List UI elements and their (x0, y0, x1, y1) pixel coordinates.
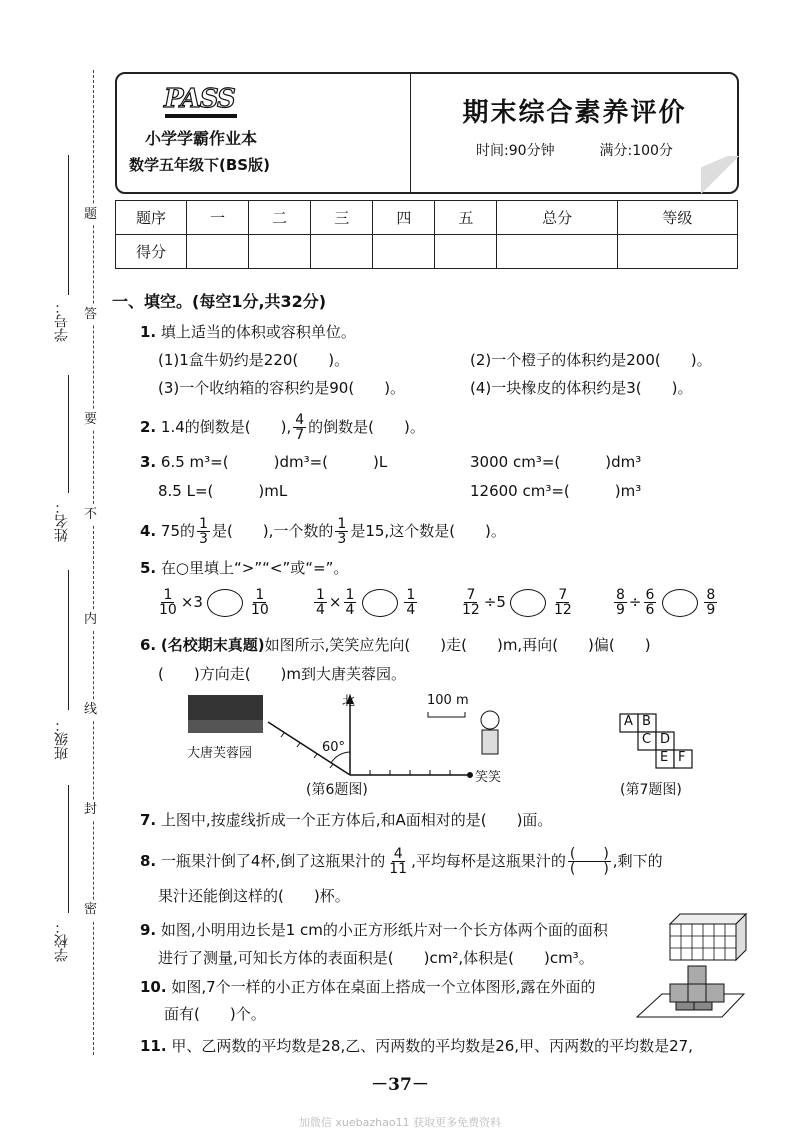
q9-cuboid-figure (668, 912, 748, 962)
question-tag: (名校期末真题) (160, 636, 265, 654)
fraction-blank[interactable]: $\frac{( )}{( )}$ (569, 846, 609, 877)
q1-item-a: (1)1盒牛奶约是220( )。 (158, 351, 350, 369)
binding-char: 题 (84, 205, 97, 225)
q1-item-d: (4)一块橡皮的体积约是3( )。 (470, 379, 693, 397)
fig6-caption: (第6题图) (306, 782, 368, 798)
class-line[interactable] (68, 570, 69, 710)
binding-char: 答 (84, 305, 97, 325)
table-header-cell: 等级 (617, 201, 737, 235)
score-table (115, 200, 738, 269)
binding-char: 内 (84, 610, 97, 630)
pass-logo: PASS (164, 84, 235, 114)
exam-info (412, 140, 737, 160)
q9-line2: 进行了测量,可知长方体的表面积是( )cm²,体积是( )cm³。 (158, 949, 594, 967)
question-number: 4. (140, 522, 157, 540)
compare-circle[interactable] (362, 589, 398, 617)
question-text: 甲、乙两数的平均数是28,乙、丙两数的平均数是26,甲、丙两数的平均数是27, (171, 1037, 693, 1055)
compare-expr-2: $\frac{1}{4}$ × $\frac{1}{4}$ $\frac{1}{4}$ (316, 587, 416, 618)
q6-line2: ( )方向走( )m到大唐芙蓉园。 (158, 665, 407, 683)
score-cell[interactable] (373, 235, 435, 269)
question-number: 10. (140, 978, 167, 996)
fig-north-label: 北 (342, 694, 356, 709)
logo-underline (165, 114, 237, 118)
q3-item-d: 12600 cm³=( )m³ (470, 482, 642, 500)
exam-time: 时间:90分钟 (476, 143, 555, 159)
table-header-cell: 三 (311, 201, 373, 235)
question-4 (140, 517, 506, 546)
question-text: 是15,这个数是( )。 (350, 522, 506, 540)
question-10 (140, 977, 595, 997)
fig-angle-label: 60° (322, 740, 346, 755)
compare-expr-4: $\frac{8}{9}$ ÷ $\frac{6}{6}$ $\frac{8}{9}$ (616, 587, 716, 618)
question-number: 9. (140, 921, 157, 939)
table-header-cell: 一 (187, 201, 249, 235)
binding-char: 密 (84, 900, 97, 920)
q1-item-b: (2)一个橙子的体积约是200( )。 (470, 351, 712, 369)
name-label: 姓名： (54, 500, 70, 542)
class-label: 班级： (54, 718, 70, 760)
name-line[interactable] (68, 375, 69, 493)
book-series: 小学学霸作业本 (145, 129, 258, 148)
net-cell: A (624, 714, 633, 729)
book-grade: 数学五年级下(BS版) (129, 156, 270, 174)
page-number: －37－ (371, 1075, 429, 1095)
q3-item-b: 3000 cm³=( )dm³ (470, 453, 642, 471)
fraction: $\frac{4}{7}$ (295, 412, 305, 443)
compare-circle[interactable] (207, 589, 243, 617)
fig-person-label: 笑笑 (475, 770, 502, 785)
fig-place-label: 大唐芙蓉园 (187, 746, 253, 761)
binding-char: 不 (84, 505, 97, 525)
question-text: ,平均每杯是这瓶果汁的 (411, 852, 566, 870)
table-header-cell: 题序 (116, 201, 187, 235)
question-7 (140, 810, 552, 830)
compare-expr-1: $\frac{1}{10}$ ×3 $\frac{1}{10}$ (159, 587, 269, 618)
fraction: $\frac{4}{11}$ (389, 846, 408, 877)
compare-expr-3: $\frac{7}{12}$ ÷5 $\frac{7}{12}$ (462, 587, 572, 618)
net-cell: E (660, 750, 669, 765)
table-header-cell: 二 (249, 201, 311, 235)
school-line[interactable] (68, 785, 69, 913)
question-text: 如图,7个一样的小正方体在桌面上搭成一个立体图形,露在外面的 (171, 978, 596, 996)
page-title: 期末综合素养评价 (462, 98, 687, 128)
q1-item-c: (3)一个收纳箱的容积约是90( )。 (158, 379, 406, 397)
question-5 (140, 558, 348, 578)
net-cell: B (642, 714, 651, 729)
q3-item-a: 6.5 m³=( )dm³=( )L (160, 453, 388, 471)
question-text: 如图所示,笑笑应先向( )走( )m,再向( )偏( ) (264, 636, 651, 654)
fraction: $\frac{1}{3}$ (199, 516, 208, 547)
score-cell[interactable] (311, 235, 373, 269)
student-number-label: 学号： (54, 300, 70, 342)
question-3 (140, 452, 387, 472)
q8-line2: 果汁还能倒这样的( )杯。 (158, 887, 350, 905)
exam-full-score: 满分:100分 (599, 143, 673, 159)
score-cell[interactable] (187, 235, 249, 269)
table-header-cell: 四 (373, 201, 435, 235)
question-9 (140, 920, 608, 940)
table-header-cell: 五 (435, 201, 497, 235)
question-number: 3. (140, 453, 157, 471)
score-cell[interactable] (617, 235, 737, 269)
compare-circle[interactable] (510, 589, 546, 617)
question-text: 75的 (160, 522, 196, 540)
fraction: $\frac{1}{3}$ (337, 516, 347, 547)
question-number: 8. (140, 852, 157, 870)
question-text: 填上适当的体积或容积单位。 (160, 323, 356, 341)
card-divider (410, 74, 411, 192)
q10-line2: 面有( )个。 (164, 1005, 266, 1023)
question-text: 1.4的倒数是( ), (160, 418, 292, 436)
question-text: 上图中,按虚线折成一个正方体后,和A面相对的是( )面。 (160, 811, 553, 829)
question-text: 是( ),一个数的 (211, 522, 334, 540)
fig-scale-label: 100 m (427, 693, 469, 708)
question-number: 6. (140, 636, 157, 654)
watermark-text: 加微信 xuebazhao11 获取更多免费资料 (298, 1116, 502, 1129)
question-number: 2. (140, 418, 157, 436)
score-cell[interactable] (497, 235, 617, 269)
table-row (116, 235, 738, 269)
compare-circle[interactable] (662, 589, 698, 617)
q10-cubes-figure (632, 962, 747, 1024)
question-number: 7. (140, 811, 157, 829)
score-row-label: 得分 (116, 235, 187, 269)
table-header-cell: 总分 (497, 201, 617, 235)
net-cell: C (642, 732, 652, 747)
question-1 (140, 322, 356, 342)
question-number: 5. (140, 559, 157, 577)
fig7-caption: (第7题图) (620, 782, 682, 798)
net-cell: D (660, 732, 671, 747)
question-text: 在○里填上“>”“<”或“=”。 (160, 559, 349, 577)
score-cell[interactable] (249, 235, 311, 269)
binding-char: 要 (84, 410, 97, 430)
question-text: 如图,小明用边长是1 cm的小正方形纸片对一个长方体两个面的面积 (160, 921, 608, 939)
question-11 (140, 1036, 693, 1056)
score-cell[interactable] (435, 235, 497, 269)
q3-item-c: 8.5 L=( )mL (158, 482, 288, 500)
net-cell: F (678, 750, 686, 765)
question-8 (140, 847, 663, 876)
question-number: 11. (140, 1037, 167, 1055)
section-title: 一、填空。(每空1分,共32分) (112, 292, 327, 311)
question-6 (140, 635, 651, 655)
binding-char: 封 (84, 800, 97, 820)
question-2 (140, 413, 425, 442)
question-text: 一瓶果汁倒了4杯,倒了这瓶果汁的 (160, 852, 386, 870)
question-number: 1. (140, 323, 157, 341)
table-header-row (116, 201, 738, 235)
school-label: 学校： (54, 920, 70, 962)
question-text: 的倒数是( )。 (308, 418, 425, 436)
header-card (115, 72, 739, 194)
binding-char: 线 (84, 700, 97, 720)
student-number-line[interactable] (68, 155, 69, 295)
question-text: ,剩下的 (612, 852, 663, 870)
